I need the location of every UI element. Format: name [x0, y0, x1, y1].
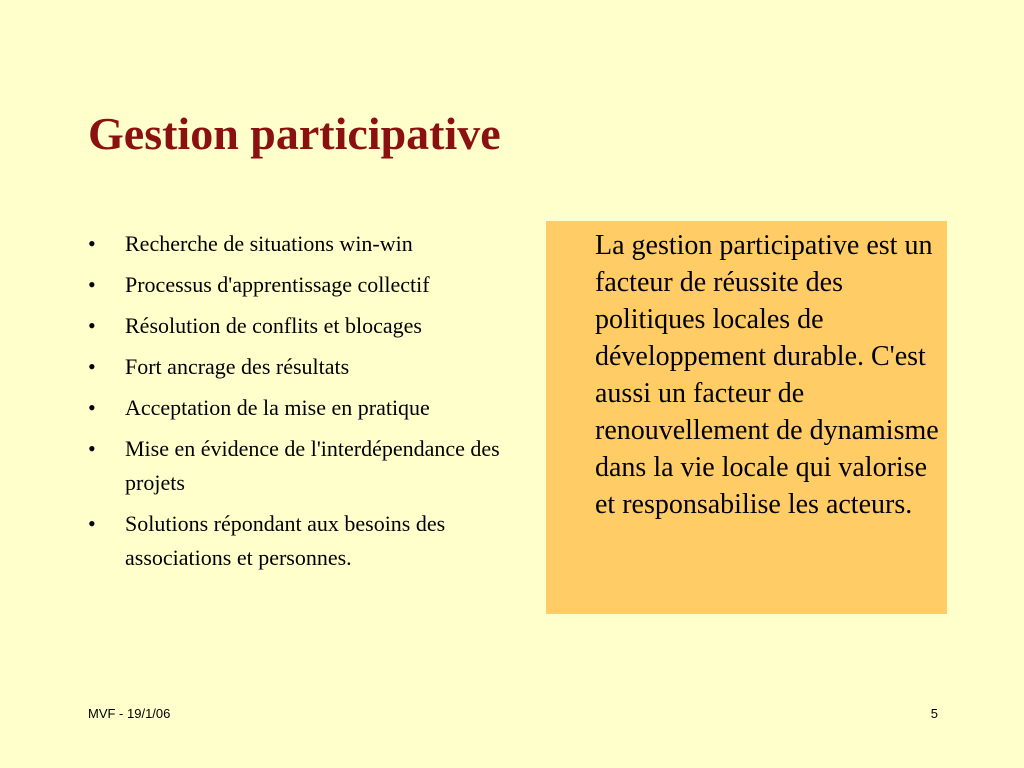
bullet-symbol: •: [88, 231, 96, 256]
bullet-item: [88, 227, 538, 261]
bullet-item: [88, 391, 538, 425]
bullet-item: [88, 268, 538, 302]
bullet-text: Résolution de conflits et blocages: [125, 313, 422, 338]
callout-panel: [546, 221, 947, 614]
bullet-symbol: •: [88, 272, 96, 297]
bullet-item: [88, 309, 538, 343]
bullet-symbol: •: [88, 511, 96, 536]
bullet-text: Recherche de situations win-win: [125, 231, 413, 256]
bullet-symbol: •: [88, 395, 96, 420]
bullet-symbol: •: [88, 313, 96, 338]
bullet-text: Acceptation de la mise en pratique: [125, 395, 430, 420]
bullet-item: [88, 350, 538, 384]
bullet-symbol: •: [88, 354, 96, 379]
bullet-item: [88, 432, 538, 500]
bullet-text: Solutions répondant aux besoins des associations et personnes.: [125, 511, 446, 570]
bullet-list: [88, 227, 538, 582]
callout-text: La gestion participative est un facteur de réussite des politiques locales de développement durable. C'est aussi un facteur de renouvellement de dynamisme dans la vie locale qui valorise et responsabilise les acteurs.: [595, 230, 939, 520]
footer-date: MVF - 19/1/06: [88, 706, 171, 721]
bullet-item: [88, 507, 538, 575]
page-number: 5: [930, 706, 938, 721]
bullet-text: Fort ancrage des résultats: [125, 354, 350, 379]
bullet-symbol: •: [88, 436, 96, 461]
bullet-text: Mise en évidence de l'interdépendance des projets: [125, 436, 500, 495]
slide-title: Gestion participative: [88, 108, 501, 159]
bullet-text: Processus d'apprentissage collectif: [125, 272, 430, 297]
